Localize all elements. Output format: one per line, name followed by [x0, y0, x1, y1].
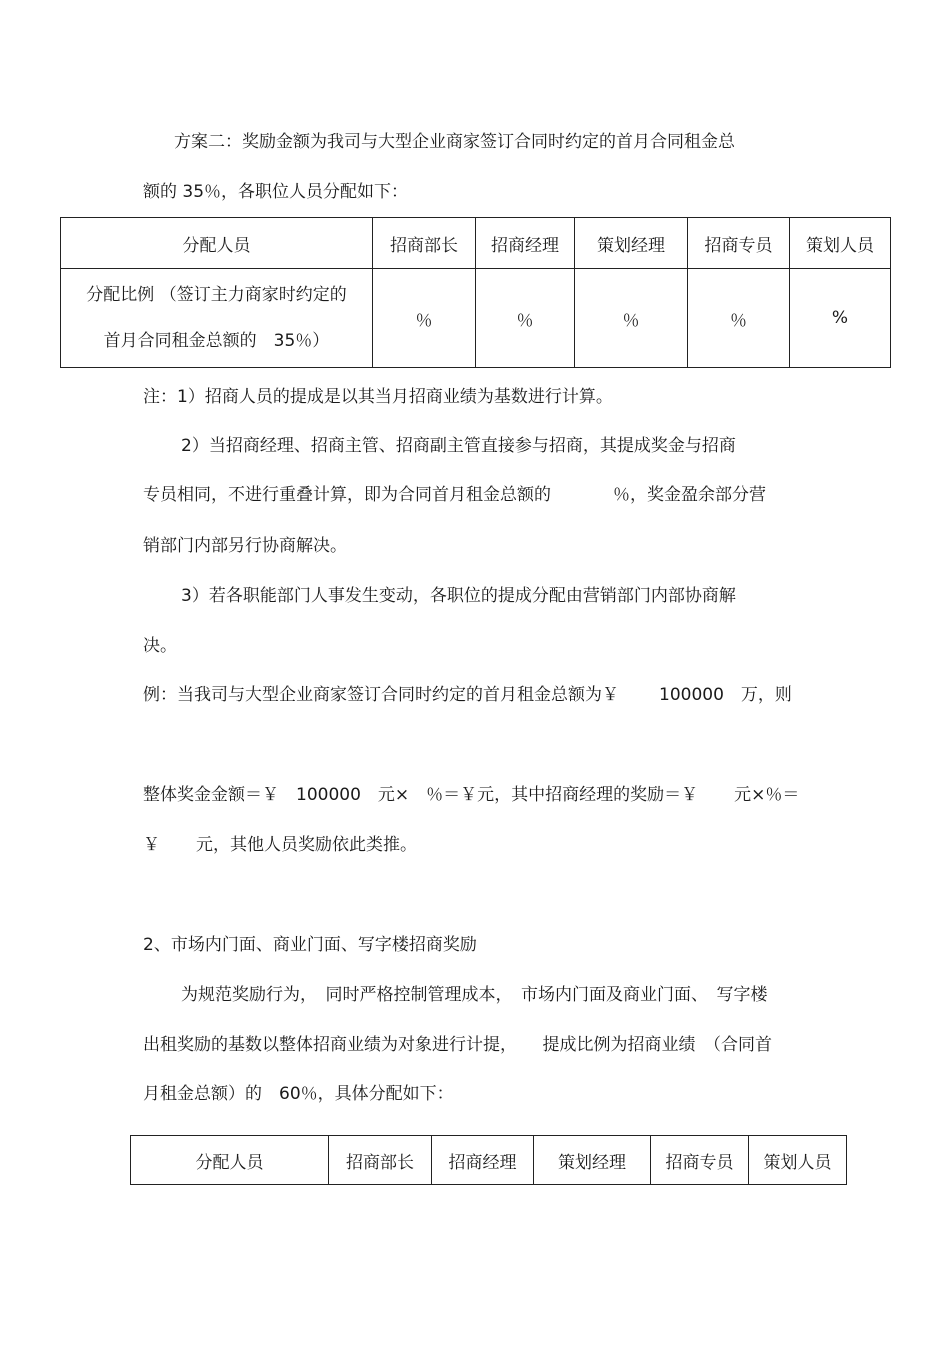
note2-line2 — [143, 484, 766, 506]
example-line2b: 元×％＝ — [734, 785, 800, 805]
table1-ratio-row — [61, 269, 891, 368]
example-line3b: 元，其他人员奖励依此类推。 — [196, 835, 417, 855]
table2-role: 招商专员 — [651, 1136, 749, 1185]
note2-line2a: 专员相同，不进行重叠计算，即为合同首月租金总额的 — [143, 485, 551, 505]
ratio-label-line1: 分配比例 （签订主力商家时约定的 — [86, 285, 347, 305]
table1-role: 策划人员 — [790, 218, 891, 269]
note2-line2b: ％，奖金盈余部分营 — [613, 485, 766, 505]
table1-ratio-label — [61, 269, 373, 368]
allocation-table-1 — [60, 217, 891, 368]
section2-para-line2: 出租奖励的基数以整体招商业绩为对象进行计提， 提成比例为招商业绩 （合同首 — [143, 1035, 772, 1055]
table1-ratio-value: ％ — [575, 269, 688, 368]
example-line2 — [143, 784, 799, 806]
example-line3a: ￥ — [143, 835, 160, 855]
note2-line3: 销部门内部另行协商解决。 — [143, 536, 347, 556]
section2-heading: 2、市场内门面、商业门面、写字楼招商奖励 — [143, 935, 477, 955]
scheme2-line1: 方案二：奖励金额为我司与大型企业商家签订合同时约定的首月合同租金总 — [174, 132, 735, 152]
table2-role: 招商经理 — [432, 1136, 534, 1185]
example-line1 — [143, 684, 792, 706]
note2-line1: 2）当招商经理、招商主管、招商副主管直接参与招商，其提成奖金与招商 — [181, 436, 736, 456]
table2-header-row — [131, 1136, 847, 1185]
table1-header-row — [61, 218, 891, 269]
table1-role: 招商部长 — [373, 218, 476, 269]
note3-line2: 决。 — [143, 636, 177, 656]
table1-ratio-value: ％ — [476, 269, 575, 368]
table2-role: 策划人员 — [749, 1136, 847, 1185]
allocation-table-2 — [130, 1135, 847, 1185]
table1-ratio-value: % — [790, 269, 891, 368]
example-line2a: 整体奖金金额＝￥ 100000 元× ％＝￥元，其中招商经理的奖励＝￥ — [143, 785, 699, 805]
ratio-label-line2: 首月合同租金总额的 35％） — [103, 331, 330, 351]
note1: 注：1）招商人员的提成是以其当月招商业绩为基数进行计算。 — [143, 387, 613, 407]
table1-ratio-value: ％ — [373, 269, 476, 368]
table1-header-label: 分配人员 — [61, 218, 373, 269]
example-line1a: 例：当我司与大型企业商家签订合同时约定的首月租金总额为￥ — [143, 685, 619, 705]
table1-ratio-value: ％ — [688, 269, 790, 368]
table1-role: 策划经理 — [575, 218, 688, 269]
example-line3 — [143, 834, 417, 856]
table1-role: 招商专员 — [688, 218, 790, 269]
example-line1b: 100000 万，则 — [659, 685, 792, 705]
table1-role: 招商经理 — [476, 218, 575, 269]
table2-role: 招商部长 — [329, 1136, 432, 1185]
scheme2-line2: 额的 35％，各职位人员分配如下： — [143, 182, 409, 202]
table2-role: 策划经理 — [534, 1136, 651, 1185]
section2-para-line1: 为规范奖励行为， 同时严格控制管理成本， 市场内门面及商业门面、 写字楼 — [181, 985, 768, 1005]
note3-line1: 3）若各职能部门人事发生变动，各职位的提成分配由营销部门内部协商解 — [181, 586, 736, 606]
section2-para-line3: 月租金总额）的 60％，具体分配如下： — [143, 1084, 454, 1104]
table2-header-label: 分配人员 — [131, 1136, 329, 1185]
